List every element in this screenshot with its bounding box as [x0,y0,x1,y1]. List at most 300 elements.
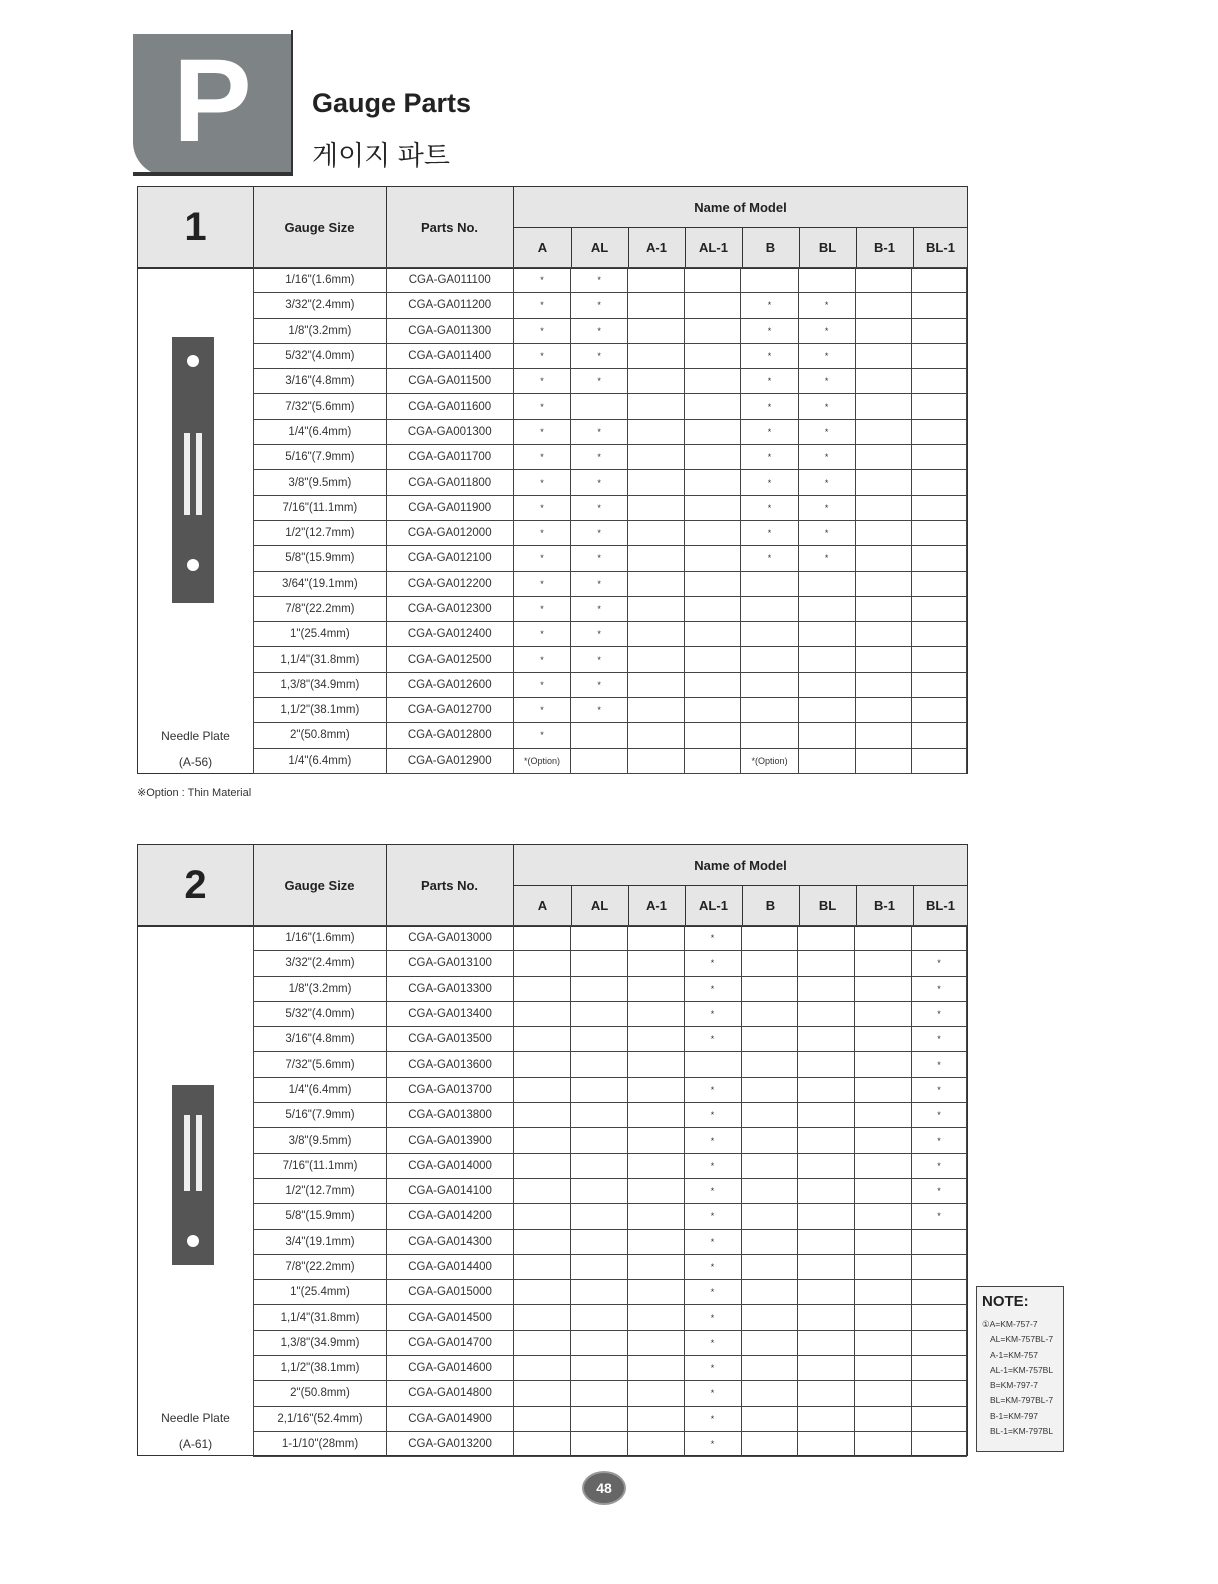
model-availability-cell [684,495,741,520]
model-availability-cell [570,1204,627,1229]
model-column-header: A [514,885,572,925]
model-availability-cell [514,926,571,951]
model-availability-cell [741,951,798,976]
model-availability-cell [627,394,684,419]
model-availability-cell [741,1431,798,1456]
model-availability-cell [627,748,684,773]
model-availability-cell: * [684,1330,741,1355]
gauge-size-cell: 1/8"(3.2mm) [254,976,387,1001]
model-availability-cell [912,1406,967,1431]
model-availability-cell [684,622,741,647]
model-availability-cell [570,976,627,1001]
part-number-cell: CGA-GA012900 [386,748,513,773]
model-availability-cell [855,1027,912,1052]
note-line: BL-1=KM-797BL [990,1426,1054,1437]
plate-caption: Needle Plate [161,1411,230,1425]
model-availability-cell [627,976,684,1001]
table-row [254,546,967,571]
model-availability-cell: * [684,1229,741,1254]
model-availability-cell [570,1027,627,1052]
model-availability-cell [798,1381,855,1406]
model-availability-cell: * [912,1128,967,1153]
table-row [254,1178,967,1203]
gauge-size-cell: 3/4"(19.1mm) [254,1229,387,1254]
model-availability-cell [741,1052,798,1077]
gauge-size-cell: 1/4"(6.4mm) [254,1077,387,1102]
model-availability-cell [912,445,967,470]
screw-hole [187,559,199,571]
part-number-cell: CGA-GA014000 [387,1153,514,1178]
needle-plate-illustration-column [138,267,254,773]
part-number-cell: CGA-GA011900 [386,495,513,520]
model-availability-cell: * [513,470,571,495]
model-availability-cell [798,723,855,748]
model-availability-cell [741,1153,798,1178]
model-availability-cell: * [798,369,855,394]
gauge-table-section-1 [137,186,968,774]
model-availability-cell: * [513,698,571,723]
model-availability-cell [741,1204,798,1229]
section-letter-tab [133,34,293,176]
model-availability-cell [627,318,684,343]
model-availability-cell: * [513,647,571,672]
model-availability-cell [570,1128,627,1153]
model-availability-cell [684,698,741,723]
model-availability-cell: * [912,951,967,976]
model-availability-cell [570,1280,627,1305]
model-availability-cell [514,1052,571,1077]
part-number-cell: CGA-GA011300 [386,318,513,343]
gauge-size-cell: 7/16"(11.1mm) [254,495,387,520]
model-availability-cell: * [684,1077,741,1102]
model-availability-cell [627,1356,684,1381]
model-availability-cell [912,1381,967,1406]
table-row [254,951,967,976]
model-availability-cell [741,1128,798,1153]
model-availability-cell [684,293,741,318]
model-availability-cell: * [571,647,628,672]
model-availability-cell: * [684,1305,741,1330]
model-availability-cell [798,647,855,672]
table-row [254,293,967,318]
model-availability-cell [855,951,912,976]
model-availability-cell [798,1178,855,1203]
model-availability-cell [741,1381,798,1406]
model-availability-cell: * [684,1027,741,1052]
model-availability-cell [798,1254,855,1279]
part-number-cell: CGA-GA012300 [386,596,513,621]
model-availability-cell [855,445,912,470]
gauge-size-cell: 1"(25.4mm) [254,622,387,647]
model-availability-cell [627,1431,684,1456]
table-row [254,520,967,545]
table-row [254,647,967,672]
gauge-size-cell: 1,1/2"(38.1mm) [254,1356,387,1381]
model-availability-cell [855,1153,912,1178]
model-availability-cell: * [684,1406,741,1431]
model-availability-cell [514,1153,571,1178]
part-number-cell: CGA-GA014700 [387,1330,514,1355]
model-availability-cell [855,1330,912,1355]
model-availability-cell: * [798,419,855,444]
model-availability-cell: * [684,926,741,951]
model-availability-cell: * [684,1280,741,1305]
model-availability-cell [684,343,741,368]
model-availability-cell [627,1103,684,1128]
model-availability-cell [912,470,967,495]
table-row [254,698,967,723]
model-availability-cell [741,268,799,293]
gauge-size-cell: 1,3/8"(34.9mm) [254,672,387,697]
gauge-size-cell: 1,3/8"(34.9mm) [254,1330,387,1355]
note-lines [982,1317,1053,1439]
table-row [254,622,967,647]
model-availability-cell: * [571,343,628,368]
model-availability-cell [627,1381,684,1406]
model-availability-cell [741,1229,798,1254]
needle-plate-illustration-column [138,925,254,1455]
model-availability-cell [627,723,684,748]
part-number-cell: CGA-GA014100 [387,1178,514,1203]
gauge-size-cell: 2"(50.8mm) [254,1381,387,1406]
model-availability-cell [627,343,684,368]
note-line: B=KM-797-7 [990,1380,1038,1391]
plate-code: (A-61) [178,1437,213,1451]
model-availability-cell [912,1305,967,1330]
part-number-cell: CGA-GA011100 [386,268,513,293]
model-availability-cell: * [912,1204,967,1229]
model-availability-cell [855,1280,912,1305]
model-availability-cell: * [798,343,855,368]
table-row [254,495,967,520]
model-availability-cell: * [912,1103,967,1128]
gauge-size-cell: 2"(50.8mm) [254,723,387,748]
table-row [254,470,967,495]
model-availability-cell [514,1406,571,1431]
table-row [254,1103,967,1128]
model-availability-cell [741,1254,798,1279]
gauge-size-cell: 5/16"(7.9mm) [254,1103,387,1128]
part-number-cell: CGA-GA013200 [387,1431,514,1456]
model-column-header: BL-1 [926,897,955,913]
model-availability-cell: * [684,1204,741,1229]
model-column-header: B-1 [856,227,914,267]
model-availability-cell [741,596,799,621]
model-availability-cell [855,1204,912,1229]
part-number-cell: CGA-GA012100 [386,546,513,571]
model-availability-cell [798,1229,855,1254]
model-availability-cell: * [571,672,628,697]
model-availability-cell: * [571,495,628,520]
model-availability-cell [798,268,855,293]
part-number-cell: CGA-GA014900 [387,1406,514,1431]
gauge-size-cell: 7/32"(5.6mm) [254,394,387,419]
part-number-cell: CGA-GA012200 [386,571,513,596]
part-number-cell: CGA-GA013500 [387,1027,514,1052]
gauge-size-cell: 3/16"(4.8mm) [254,1027,387,1052]
model-availability-cell [912,268,967,293]
model-availability-cell [798,1153,855,1178]
parts-no-header: Parts No. [386,845,514,925]
model-availability-cell [684,520,741,545]
model-availability-cell [514,1431,571,1456]
gauge-size-cell: 1/2"(12.7mm) [254,520,387,545]
model-availability-cell [514,951,571,976]
model-availability-cell [684,723,741,748]
gauge-size-cell: 7/8"(22.2mm) [254,1254,387,1279]
model-availability-cell [855,369,912,394]
part-number-cell: CGA-GA011800 [386,470,513,495]
gauge-size-cell: 3/64"(19.1mm) [254,571,387,596]
model-availability-cell: * [798,546,855,571]
model-availability-cell [798,1356,855,1381]
model-availability-cell [570,1229,627,1254]
part-number-cell: CGA-GA014600 [387,1356,514,1381]
model-availability-cell [571,748,628,773]
model-availability-cell [570,1254,627,1279]
part-number-cell: CGA-GA012400 [386,622,513,647]
model-availability-cell: * [513,520,571,545]
model-availability-cell [912,369,967,394]
model-availability-cell: * [571,419,628,444]
model-availability-cell: * [513,672,571,697]
model-availability-cell [912,520,967,545]
gauge-size-header: Gauge Size [253,187,387,267]
gauge-size-cell: 3/32"(2.4mm) [254,951,387,976]
model-availability-cell [912,622,967,647]
model-availability-cell [627,672,684,697]
model-availability-cell [570,1052,627,1077]
gauge-size-cell: 5/8"(15.9mm) [254,1204,387,1229]
model-availability-cell [798,976,855,1001]
model-column-header: B-1 [856,885,914,925]
model-column-header: A-1 [628,885,686,925]
model-availability-cell [855,394,912,419]
table-row [254,1204,967,1229]
gauge-size-cell: 1/16"(1.6mm) [254,926,387,951]
model-availability-cell [798,596,855,621]
parts-grid [253,925,967,1455]
page-number: 48 [582,1471,626,1505]
model-availability-cell [514,1103,571,1128]
note-line: ①A=KM-757-7 [982,1319,1038,1329]
needle-slot [184,1115,190,1191]
model-availability-cell [514,1027,571,1052]
part-number-cell: CGA-GA013300 [387,976,514,1001]
model-availability-cell [855,976,912,1001]
table-row [254,1229,967,1254]
part-number-cell: CGA-GA012000 [386,520,513,545]
model-availability-cell: * [741,419,799,444]
model-availability-cell: * [571,268,628,293]
model-availability-cell: * [684,1153,741,1178]
model-availability-cell [741,926,798,951]
model-availability-cell: * [571,369,628,394]
model-availability-cell: * [684,1128,741,1153]
model-availability-cell [912,596,967,621]
model-availability-cell [627,470,684,495]
model-availability-cell: * [912,1178,967,1203]
model-availability-cell [741,1077,798,1102]
table-row [254,1356,967,1381]
model-availability-cell: * [684,1356,741,1381]
part-number-cell: CGA-GA014800 [387,1381,514,1406]
model-availability-cell: * [741,394,799,419]
header-divider [291,30,293,176]
model-note-box [976,1286,1064,1452]
model-availability-cell [514,1178,571,1203]
model-availability-cell [912,1280,967,1305]
model-availability-cell [684,369,741,394]
model-availability-cell [912,293,967,318]
note-line: AL=KM-757BL-7 [990,1334,1054,1345]
model-availability-cell [570,1001,627,1026]
model-availability-cell [627,369,684,394]
table-row [254,1431,967,1456]
table-row [254,1128,967,1153]
model-availability-cell [627,571,684,596]
gauge-size-cell: 5/16"(7.9mm) [254,445,387,470]
model-availability-cell [514,1229,571,1254]
gauge-size-header: Gauge Size [253,845,387,925]
model-availability-cell: * [513,546,571,571]
parts-table [253,925,967,1457]
model-availability-cell [627,622,684,647]
table-row [254,596,967,621]
model-availability-cell [514,1204,571,1229]
gauge-size-cell: 3/8"(9.5mm) [254,470,387,495]
page-title: Gauge Parts [312,88,472,118]
model-availability-cell [798,698,855,723]
model-availability-cell: * [571,293,628,318]
gauge-size-cell: 1/16"(1.6mm) [254,268,387,293]
model-availability-cell [855,1305,912,1330]
model-availability-cell: * [513,723,571,748]
part-number-cell: CGA-GA001300 [386,419,513,444]
model-availability-cell [514,1077,571,1102]
model-availability-cell [684,318,741,343]
model-availability-cell: *(Option) [741,748,799,773]
model-availability-cell [741,647,799,672]
part-number-cell: CGA-GA012500 [386,647,513,672]
model-availability-cell [741,1356,798,1381]
note-line: A-1=KM-757 [990,1349,1038,1360]
model-availability-cell [798,1406,855,1431]
parts-table [253,267,967,774]
model-availability-cell [514,1330,571,1355]
model-availability-cell [514,976,571,1001]
model-availability-cell: * [513,419,571,444]
model-availability-cell: * [741,470,799,495]
gauge-size-cell: 1,1/4"(31.8mm) [254,647,387,672]
model-availability-cell [855,723,912,748]
table-row [254,571,967,596]
model-availability-cell [627,1027,684,1052]
part-number-cell: CGA-GA013000 [387,926,514,951]
gauge-size-cell: 1/4"(6.4mm) [254,748,387,773]
model-availability-cell [798,1103,855,1128]
needle-plate-image [172,337,214,603]
gauge-size-cell: 5/32"(4.0mm) [254,343,387,368]
model-availability-cell [855,1001,912,1026]
gauge-size-cell: 1,1/4"(31.8mm) [254,1305,387,1330]
model-availability-cell [741,976,798,1001]
part-number-cell: CGA-GA014400 [387,1254,514,1279]
table-row [254,1406,967,1431]
plate-code: (A-56) [178,755,213,769]
model-availability-cell [798,571,855,596]
gauge-size-cell: 7/8"(22.2mm) [254,596,387,621]
model-availability-cell [855,495,912,520]
part-number-cell: CGA-GA011200 [386,293,513,318]
model-availability-cell [798,926,855,951]
screw-hole [187,355,199,367]
model-availability-cell [855,622,912,647]
model-availability-cell [627,596,684,621]
model-availability-cell [912,343,967,368]
model-availability-cell [741,1178,798,1203]
model-availability-cell [798,1001,855,1026]
gauge-size-cell: 3/8"(9.5mm) [254,1128,387,1153]
model-column-header: A-1 [628,227,686,267]
model-availability-cell: * [798,293,855,318]
model-availability-cell [684,394,741,419]
model-availability-cell: * [741,546,799,571]
model-availability-cell [627,1254,684,1279]
model-availability-cell: * [798,495,855,520]
model-availability-cell [912,1431,967,1456]
table-row [254,723,967,748]
table-row [254,1153,967,1178]
model-availability-cell [627,445,684,470]
model-availability-cell [627,268,684,293]
gauge-size-cell: 1/2"(12.7mm) [254,1178,387,1203]
model-availability-cell [855,343,912,368]
model-availability-cell [798,1204,855,1229]
model-availability-cell: *(Option) [513,748,571,773]
part-number-cell: CGA-GA013700 [387,1077,514,1102]
model-availability-cell [741,1027,798,1052]
table-row [254,1052,967,1077]
model-availability-cell [741,1406,798,1431]
model-availability-cell: * [513,445,571,470]
model-availability-cell: * [912,976,967,1001]
model-availability-cell [684,419,741,444]
model-column-header: AL [571,227,629,267]
model-availability-cell [684,1052,741,1077]
model-availability-cell [798,1052,855,1077]
table-row [254,1330,967,1355]
model-availability-cell [912,318,967,343]
model-availability-cell [684,445,741,470]
model-availability-cell: * [684,1001,741,1026]
table-row [254,1254,967,1279]
page-title-korean: 게이지 파트 [312,141,450,171]
model-availability-cell [855,1128,912,1153]
note-line: AL-1=KM-757BL [990,1364,1054,1375]
model-column-header: B [742,227,800,267]
part-number-cell: CGA-GA014200 [387,1204,514,1229]
model-availability-cell [627,1229,684,1254]
model-availability-cell [684,571,741,596]
part-number-cell: CGA-GA014300 [387,1229,514,1254]
model-availability-cell [627,1052,684,1077]
model-availability-cell [855,596,912,621]
model-availability-cell: * [571,622,628,647]
note-title: NOTE: [982,1293,1029,1310]
model-availability-cell [798,672,855,697]
model-column-header: B [742,885,800,925]
